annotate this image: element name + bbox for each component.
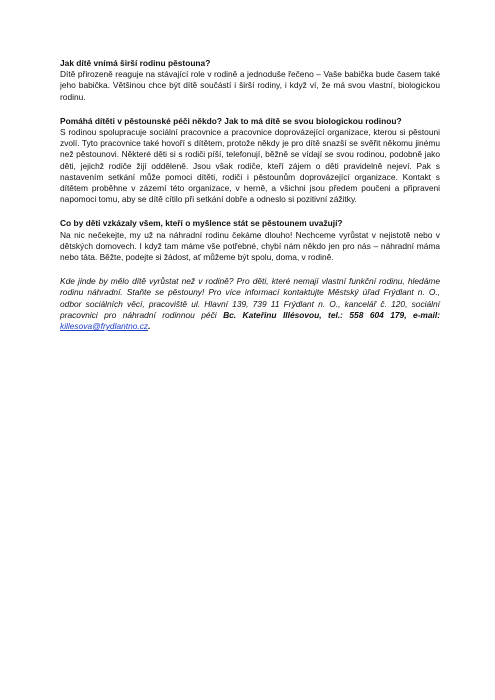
section-paragraph: S rodinou spolupracuje sociální pracovnice a pracovnice doprovázející organizace, kterou si pěstouni zvolí. Tyto pracovnice také hovoří s dítětem, protože někdy je pro dítě snazší se svěřit někomu jinému než pěstounovi. Některé děti si s rodiči píší, telefonují, běžně se vídají se svou rodinou, podobně jako děti, jejichž rodiče žijí odděleně. Jsou však rodiče, kteří zájem o děti pravidelně nejeví. Pak s nastavením setkání může pomoci dítěti, rodiči i pěstounům doprovázející organizace. Kontakt s dítětem proběhne v zázemí této organizace, v herně, a všichni jsou předem poučeni a připraveni napomoci tomu, aby se dítě cítilo při setkání dobře a odneslo si pozitivní zážitky. — [60, 127, 440, 205]
section-help-and-biological-family — [60, 116, 440, 206]
section-extended-family — [60, 58, 440, 103]
section-children-message — [60, 218, 440, 263]
section-paragraph: Na nic nečekejte, my už na náhradní rodinu čekáme dlouho! Nechceme vyrůstat v nejistotě nebo v dětských domovech. I když tam máme vše potřebné, chybí nám někdo jen pro nás – náhradní máma nebo táta. Běžte, podejte si žádost, ať můžeme být spolu, doma, v rodině. — [60, 229, 440, 263]
closing-text: Kde jinde by mělo dítě vyrůstat než v rodině? Pro děti, které nemají vlastní funkční rodinu, hledáme rodinu náhradní. Staňte se pěstouny! Pro více informací kontaktujte Městský úřad Frýdlant n. O., odbor sociálních věcí, pracoviště ul. Hlavní 139, 739 11 Frýdlant n. O., kancelář č. 120, sociální pracovnici pro náhradní rodinnou péči — [60, 276, 440, 320]
email-link[interactable]: killesova@frydlantno.cz — [60, 321, 149, 332]
section-paragraph: Dítě přirozeně reaguje na stávající role v rodině a jednoduše řečeno – Vaše babička bude časem také jeho babička. Většinou chce být dítě součástí i širší rodiny, i když ví, že má svou vlastní, biologickou rodinu. — [60, 69, 440, 102]
section-heading: Pomáhá dítěti v pěstounské péči někdo? Jak to má dítě se svou biologickou rodinou? — [60, 115, 402, 126]
closing-paragraph — [60, 276, 440, 332]
contact-name: Bc. Kateřinu Illésovou, tel.: 558 604 179, e-mail: — [223, 309, 440, 320]
section-heading: Jak dítě vnímá širší rodinu pěstouna? — [60, 58, 211, 68]
closing-end-punct: . — [148, 321, 151, 332]
document-content — [60, 58, 440, 332]
section-heading: Co by děti vzkázaly všem, kteří o myšlence stát se pěstounem uvažují? — [60, 218, 343, 229]
